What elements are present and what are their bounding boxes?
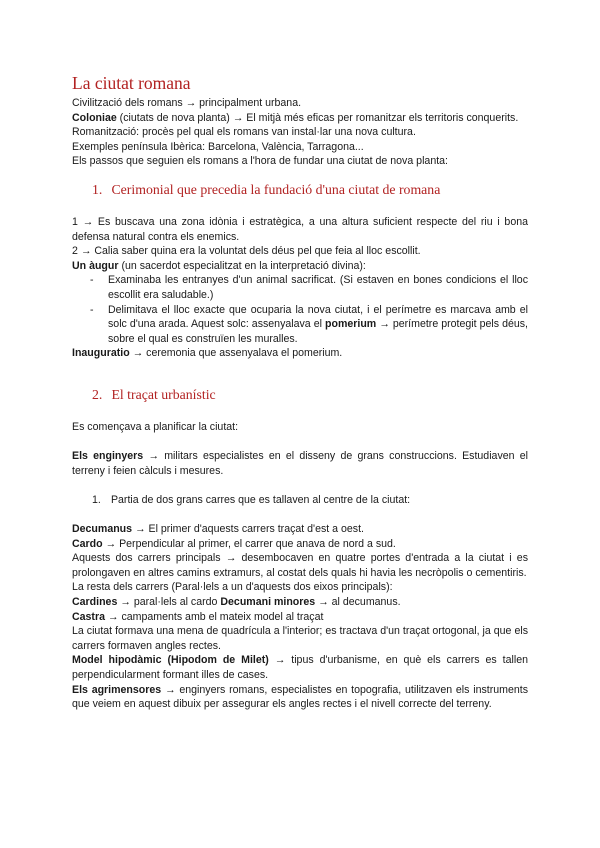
paragraph: 2 → Calia saber quina era la voluntat dels déus pel que feia al lloc escollit. <box>72 245 421 258</box>
intro-line: Els passos que seguien els romans a l'hora de fundar una ciutat de nova planta: <box>72 155 448 168</box>
decumanus-line <box>72 522 528 537</box>
agrimensores-definition: → enginyers romans, especialistes en topografia, utilitzaven els instruments que veiem en aquest dibuix per assegurar els angles rectes i el nivell correcte del terreny. <box>72 683 529 711</box>
numbered-item <box>92 493 528 508</box>
cardo-line <box>72 537 528 552</box>
term-enginyers: Els enginyers <box>72 450 144 463</box>
term-augur: Un àugur <box>72 259 119 272</box>
section-title: Cerimonial que precedia la fundació d'una ciutat de romana <box>111 181 441 197</box>
list-text: Delimitava el lloc exacte que ocuparia la nova ciutat, i el perímetre es marcava amb el solc d'una arada. Aquest solc: assenyalava el <box>108 303 528 331</box>
cardines-line <box>72 595 528 610</box>
term-agrimensores: Els agrimensores <box>72 683 162 696</box>
intro-line: Romanització: procès pel qual els romans van instal·lar una nova cultura. <box>72 126 416 139</box>
item-text: Partia de dos grans carres que es tallaven al centre de la ciutat: <box>110 493 411 506</box>
castra-line <box>72 610 528 625</box>
paragraph: Aquests dos carrers principals → desembocaven en quatre portes d'entrada a la ciutat i es prolongaven en altres camins extramurs, al costat dels quals hi havia les necròpolis o cementiris. <box>72 552 528 579</box>
paragraph: La resta dels carrers (Paral·lels a un d'aquests dos eixos principals): <box>72 581 393 594</box>
hipodamic-line <box>72 653 528 682</box>
item-number: 1. <box>92 493 101 506</box>
augur-list <box>72 273 528 346</box>
enginyers-definition: → militars especialistes en el disseny de grans construccions. Estudiaven el terreny i feien càlculs i mesures. <box>72 450 528 477</box>
cardo-definition: → Perpendicular al primer, el carrer que anava de nord a sud. <box>102 537 396 550</box>
intro-coloniae <box>72 111 528 126</box>
document-page <box>72 72 528 712</box>
coloniae-definition: (ciutats de nova planta) → El mitjà més eficas per romanitzar els territoris conquerits. <box>116 111 519 124</box>
agrimensores-line <box>72 683 528 712</box>
augur-line <box>72 259 528 274</box>
term-coloniae: Coloniae <box>72 111 117 124</box>
term-castra: Castra <box>72 610 105 623</box>
term-pomerium: pomerium <box>325 318 377 331</box>
page-title: La ciutat romana <box>72 73 191 93</box>
paragraph: La ciutat formava una mena de quadrícula a l'interior; es tractava d'un traçat ortogonal, ja que els carrers formaven angles rectes. <box>72 625 528 652</box>
castra-definition: → campaments amb el mateix model al traçat <box>104 610 324 623</box>
section-number: 1. <box>92 181 103 197</box>
hipodamic-definition: → tipus d'urbanisme, en què els carrers es tallen perpendicularment formant illes de cases. <box>72 654 528 681</box>
term-decumanus: Decumanus <box>72 523 133 536</box>
paragraph: 1 → Es buscava una zona idònia i estratègica, a una altura suficient respecte del riu i bona defensa natural contra els enemics. <box>72 215 528 243</box>
cardines-definition: → paral·lels al cardo <box>117 596 221 609</box>
section-number: 2. <box>92 386 103 402</box>
term-cardines: Cardines <box>72 596 118 609</box>
paragraph: Es començava a planificar la ciutat: <box>72 420 239 433</box>
term-inauguratio: Inauguratio <box>72 347 130 360</box>
list-item: - Examinaba les entranyes d'un animal sacrificat. (Si estaven en bones condicions el lloc escollit era saludable.) <box>72 273 528 302</box>
section-2-heading <box>92 386 528 404</box>
augur-definition: (un sacerdot especialitzat en la interpretació divina): <box>118 259 366 272</box>
section-title: El traçat urbanístic <box>111 386 216 402</box>
enginyers-paragraph <box>72 449 528 478</box>
intro-line: Exemples península Ibèrica: Barcelona, València, Tarragona... <box>72 140 364 153</box>
term-cardo: Cardo <box>72 537 103 550</box>
list-item <box>72 303 528 347</box>
term-model-hipodamic: Model hipodàmic (Hipodom de Milet) <box>72 654 269 667</box>
decumanus-definition: → El primer d'aquests carrers traçat d'est a oest. <box>132 523 364 536</box>
inauguratio-line <box>72 346 528 361</box>
section-1-heading <box>92 181 528 199</box>
intro-line: Civilització dels romans → principalment urbana. <box>72 97 302 109</box>
decumani-definition: → al decumanus. <box>315 596 401 609</box>
term-decumani-minores: Decumani minores <box>220 596 316 609</box>
inauguratio-definition: → ceremonia que assenyalava el pomerium. <box>129 347 343 360</box>
list-text: → perímetre protegit pels déus, sobre el qual es construïen les muralles. <box>108 318 528 345</box>
